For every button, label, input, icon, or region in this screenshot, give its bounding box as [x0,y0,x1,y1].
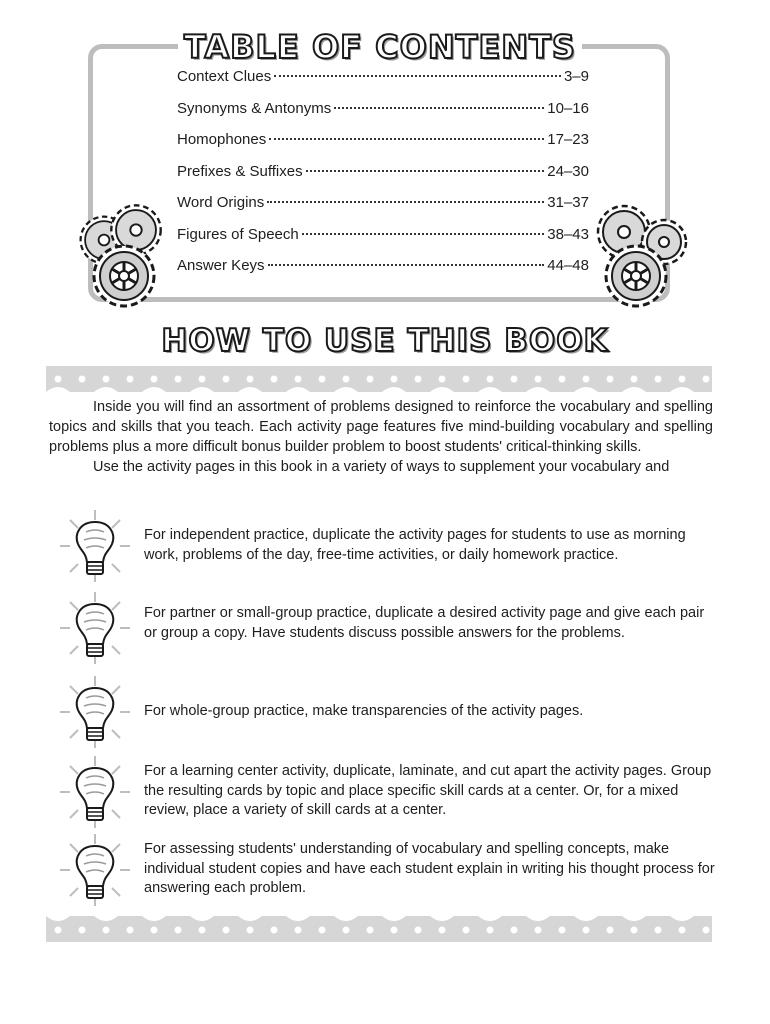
toc-pages: 24–30 [547,162,589,180]
toc-entry [177,131,589,163]
toc-pages: 3–9 [563,68,589,85]
lightbulb-icon [60,756,130,828]
toc-entry [177,163,589,195]
toc-topic: Figures of Speech [177,225,299,243]
toc-topic: Context Clues [177,68,272,85]
toc-pages: 17–23 [547,131,589,148]
toc-list [177,68,589,289]
intro-text [49,397,713,477]
toc-entry [177,257,589,289]
decorative-band [46,366,712,392]
toc-leader [306,170,545,172]
gears-icon [592,200,692,312]
toc-title: TABLE OF CONTENTS [184,28,576,66]
lightbulb-icon [60,676,130,748]
toc-leader [268,264,545,266]
tip-text: For whole-group practice, make transparencies of the activity pages. [144,703,584,719]
intro-paragraph: Use the activity pages in this book in a variety of ways to supplement your vocabulary and [93,459,670,475]
lightbulb-icon [60,592,130,664]
toc-leader [274,75,561,77]
decorative-band [46,916,712,942]
toc-pages: 38–43 [547,225,589,243]
howto-title: HOW TO USE THIS BOOK [161,323,609,359]
toc-pages: 31–37 [547,194,589,211]
toc-topic: Word Origins [177,194,265,211]
toc-leader [269,138,544,140]
toc-entry [177,68,589,100]
tip-text: For independent practice, duplicate the activity pages for students to use as morning work, problems of the day, free-time activities, or daily homework practice. [144,527,686,563]
toc-leader [334,107,544,109]
toc-entry [177,226,589,258]
tip-text: For assessing students' understanding of vocabulary and spelling concepts, make individual student copies and have each student explain in writing his thought process for answering each problem. [144,841,715,896]
toc-leader [302,233,545,235]
toc-entry [177,194,589,226]
intro-paragraph: Inside you will find an assortment of problems designed to reinforce the vocabulary and spelling topics and skills that you teach. Each activity page features five mind-building vocabulary and spelling problems plus a more difficult bonus builder problem to boost students' critical-thinking skills. [49,399,713,455]
tip-text: For a learning center activity, duplicate, laminate, and cut apart the activity pages. Group the resulting cards by topic and place specific skill cards at a center. Or, for a mixed review, place a variety of skill cards at a center. [144,763,712,818]
toc-topic: Prefixes & Suffixes [177,162,303,180]
toc-topic: Answer Keys [177,257,265,274]
toc-pages: 44–48 [547,257,589,274]
tip-text: For partner or small-group practice, duplicate a desired activity page and give each pair or group a copy. Have students discuss possible answers for the problems. [144,605,705,641]
toc-topic: Synonyms & Antonyms [177,99,332,117]
lightbulb-icon [60,834,130,906]
toc-title-wrap [178,24,582,72]
toc-topic: Homophones [177,131,267,148]
toc-leader [267,201,544,203]
toc-entry [177,100,589,132]
lightbulb-icon [60,510,130,582]
toc-pages: 10–16 [547,99,589,117]
gears-icon [74,200,174,312]
